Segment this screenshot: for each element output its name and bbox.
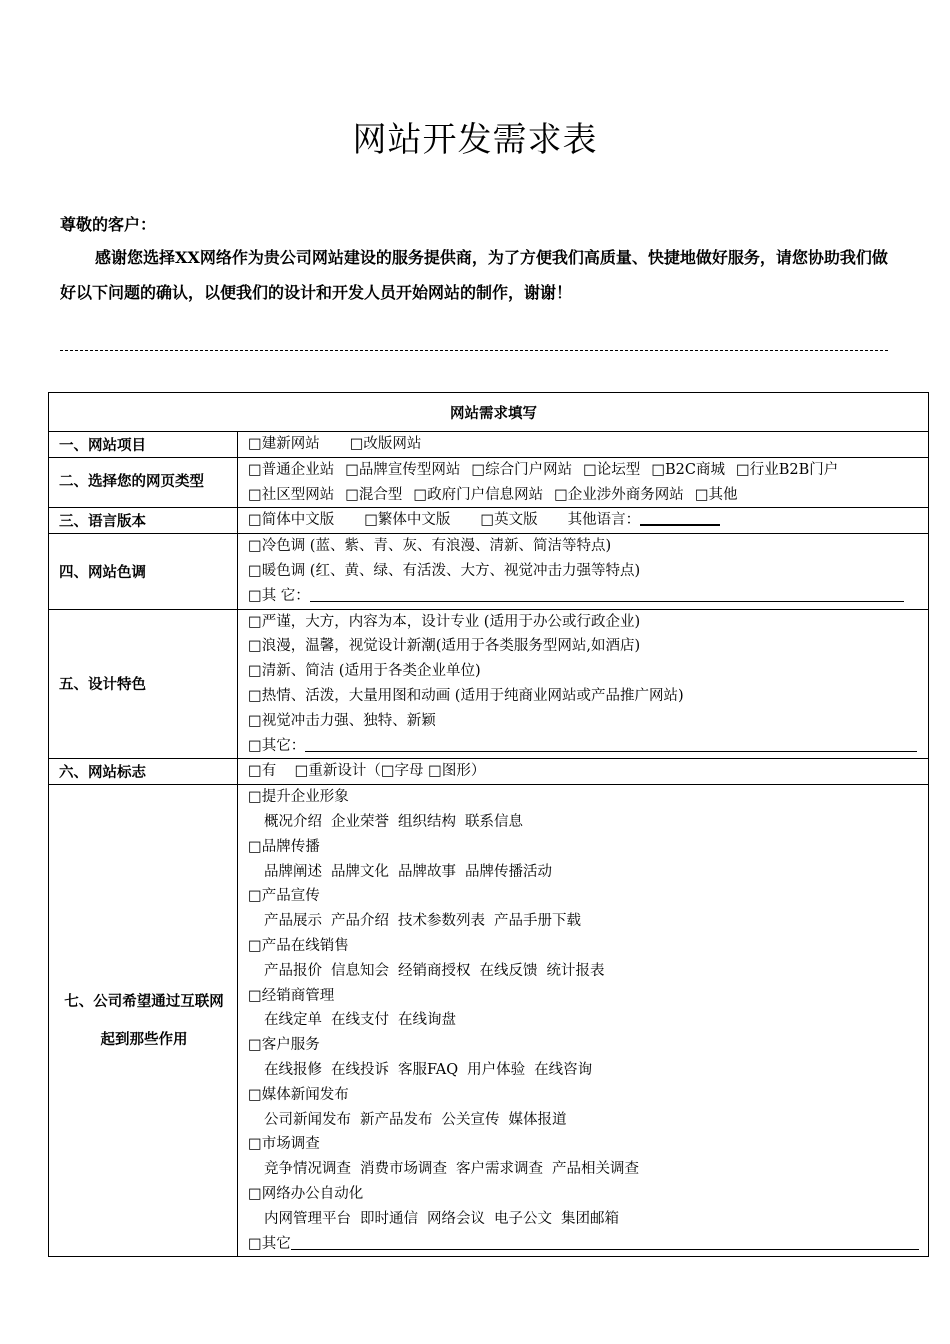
row-language xyxy=(49,508,929,534)
sub-item: 概况介绍 xyxy=(264,813,322,830)
sub-item: 在线支付 xyxy=(331,1012,389,1029)
checkbox-b2c-mall[interactable]: □B2C商城 xyxy=(651,461,725,478)
checkbox-simplified-chinese[interactable]: □简体中文版 xyxy=(248,512,335,529)
row-purpose xyxy=(49,785,929,1257)
row-logo xyxy=(49,759,929,785)
checkbox-product-promotion[interactable]: □产品宣传 xyxy=(248,888,320,905)
options-project xyxy=(238,432,929,458)
sub-item: 消费市场调查 xyxy=(360,1161,447,1178)
checkbox-corporate-site[interactable]: □普通企业站 xyxy=(248,461,335,478)
label-page-type: 二、选择您的网页类型 xyxy=(49,457,238,508)
list-item xyxy=(248,1157,928,1182)
list-item xyxy=(248,959,928,984)
options-design xyxy=(238,609,929,759)
sub-item: 公司新闻发布 xyxy=(264,1111,351,1128)
checkbox-media-news[interactable]: □媒体新闻发布 xyxy=(248,1086,349,1103)
sub-item: 电子公文 xyxy=(494,1210,552,1227)
options-purpose xyxy=(238,785,929,1257)
sub-item: 竞争情况调查 xyxy=(264,1161,351,1178)
options-page-type xyxy=(238,457,929,508)
checkbox-new-site[interactable]: □建新网站 xyxy=(248,436,320,452)
list-item xyxy=(248,1207,928,1232)
label-purpose: 七、公司希望通过互联网起到那些作用 xyxy=(49,785,238,1257)
sub-item: 统计报表 xyxy=(546,962,605,979)
other-language-field[interactable] xyxy=(640,508,720,526)
sub-item: 在线定单 xyxy=(264,1012,322,1029)
checkbox-other-color[interactable]: □其 它： xyxy=(248,587,310,604)
checkbox-foreign-business-site[interactable]: □企业涉外商务网站 xyxy=(554,486,684,503)
list-item xyxy=(248,909,928,934)
greeting: 尊敬的客户： xyxy=(60,215,157,234)
options-logo xyxy=(238,759,929,785)
sub-item: 新产品发布 xyxy=(360,1111,433,1128)
row-project xyxy=(49,432,929,458)
sub-item: 在线咨询 xyxy=(534,1061,593,1078)
checkbox-other-purpose[interactable]: □其它 xyxy=(248,1235,291,1252)
sub-item: 媒体报道 xyxy=(508,1111,567,1128)
sub-item: 产品展示 xyxy=(264,913,322,930)
checkbox-warm-tone[interactable]: □暖色调 (红、黄、绿、有活泼、大方、视觉冲击力强等特点) xyxy=(248,562,641,579)
sub-item: 即时通信 xyxy=(360,1210,418,1227)
other-language-label: 其他语言： xyxy=(567,512,641,529)
checkbox-market-research[interactable]: □市场调查 xyxy=(248,1136,320,1153)
options-language xyxy=(238,508,929,534)
list-item xyxy=(248,1058,928,1083)
checkbox-redesign-site[interactable]: □改版网站 xyxy=(349,436,422,452)
sub-item: 产品报价 xyxy=(264,962,322,979)
logo-options[interactable]: □有 □重新设计（□字母 □图形） xyxy=(248,763,486,780)
row-page-type xyxy=(49,457,929,508)
sub-item: 信息知会 xyxy=(331,962,389,979)
list-item xyxy=(248,1108,928,1133)
checkbox-other-design[interactable]: □其它： xyxy=(248,737,306,754)
sub-item: 品牌传播活动 xyxy=(465,863,552,880)
sub-item: 品牌阐述 xyxy=(264,863,322,880)
checkbox-online-sales[interactable]: □产品在线销售 xyxy=(248,937,349,954)
row-color xyxy=(49,534,929,609)
sub-item: 联系信息 xyxy=(465,813,523,830)
sub-item: 在线投诉 xyxy=(331,1061,389,1078)
page-title: 网站开发需求表 xyxy=(352,120,598,160)
row-design xyxy=(49,609,929,759)
sub-item: 公关宣传 xyxy=(441,1111,500,1128)
checkbox-brand-spread[interactable]: □品牌传播 xyxy=(248,838,320,855)
table-header-row xyxy=(49,393,929,432)
checkbox-design-lively[interactable]: □热情、活泼，大量用图和动画 (适用于纯商业网站或产品推广网站) xyxy=(248,687,684,704)
list-item xyxy=(248,810,928,835)
sub-item: 客服FAQ xyxy=(398,1061,459,1078)
checkbox-cool-tone[interactable]: □冷色调 (蓝、紫、青、灰、有浪漫、清新、简洁等特点) xyxy=(248,538,612,555)
checkbox-other-type[interactable]: □其他 xyxy=(694,486,738,503)
sub-item: 集团邮箱 xyxy=(561,1210,619,1227)
checkbox-hybrid-site[interactable]: □混合型 xyxy=(345,486,403,503)
other-design-field[interactable] xyxy=(305,735,917,752)
sub-item: 企业荣誉 xyxy=(331,813,389,830)
checkbox-brand-site[interactable]: □品牌宣传型网站 xyxy=(345,461,461,478)
sub-item: 在线询盘 xyxy=(398,1012,456,1029)
dashed-divider xyxy=(60,350,888,351)
checkbox-design-romantic[interactable]: □浪漫，温馨，视觉设计新潮(适用于各类服务型网站,如酒店) xyxy=(248,638,641,655)
list-item xyxy=(248,1008,928,1033)
sub-item: 在线反馈 xyxy=(479,962,538,979)
checkbox-community-site[interactable]: □社区型网站 xyxy=(248,486,335,503)
checkbox-forum-site[interactable]: □论坛型 xyxy=(583,461,641,478)
sub-item: 产品相关调查 xyxy=(552,1161,639,1178)
label-design: 五、设计特色 xyxy=(49,609,238,759)
checkbox-design-fresh[interactable]: □清新、简洁 (适用于各类企业单位) xyxy=(248,663,481,680)
checkbox-design-striking[interactable]: □视觉冲击力强、独特、新颖 xyxy=(248,712,436,729)
sub-item: 网络会议 xyxy=(427,1210,485,1227)
checkbox-b2b-portal[interactable]: □行业B2B门户 xyxy=(736,461,839,478)
checkbox-design-rigorous[interactable]: □严谨，大方，内容为本，设计专业 (适用于办公或行政企业) xyxy=(248,613,641,630)
checkbox-office-automation[interactable]: □网络办公自动化 xyxy=(248,1185,364,1202)
sub-item: 在线报修 xyxy=(264,1061,322,1078)
other-color-field[interactable] xyxy=(310,585,904,602)
checkbox-traditional-chinese[interactable]: □繁体中文版 xyxy=(364,512,451,529)
sub-item: 品牌故事 xyxy=(398,863,456,880)
options-color xyxy=(238,534,929,609)
checkbox-government-site[interactable]: □政府门户信息网站 xyxy=(413,486,544,503)
label-project: 一、网站项目 xyxy=(49,432,238,458)
table-header: 网站需求填写 xyxy=(49,393,929,432)
sub-item: 产品手册下载 xyxy=(494,913,581,930)
requirements-table xyxy=(48,392,929,1257)
label-color: 四、网站色调 xyxy=(49,534,238,609)
intro-paragraph: 感谢您选择XX网络作为贵公司网站建设的服务提供商，为了方便我们高质量、快捷地做好服务，请您协助我们做好以下问题的确认，以便我们的设计和开发人员开始网站的制作，谢谢！ xyxy=(60,248,888,302)
sub-item: 技术参数列表 xyxy=(398,913,485,930)
sub-item: 品牌文化 xyxy=(331,863,389,880)
sub-item: 经销商授权 xyxy=(398,962,471,979)
list-item xyxy=(248,860,928,885)
sub-item: 产品介绍 xyxy=(331,913,389,930)
sub-item: 组织结构 xyxy=(398,813,456,830)
label-logo: 六、网站标志 xyxy=(49,759,238,785)
sub-item: 用户体验 xyxy=(467,1061,526,1078)
sub-item: 内网管理平台 xyxy=(264,1210,351,1227)
other-purpose-field[interactable] xyxy=(291,1233,919,1250)
checkbox-enterprise-image[interactable]: □提升企业形象 xyxy=(248,789,349,806)
checkbox-dealer-management[interactable]: □经销商管理 xyxy=(248,987,335,1004)
checkbox-english[interactable]: □英文版 xyxy=(480,512,538,529)
sub-item: 客户需求调查 xyxy=(456,1161,543,1178)
checkbox-customer-service[interactable]: □客户服务 xyxy=(248,1037,320,1054)
checkbox-portal-site[interactable]: □综合门户网站 xyxy=(471,461,573,478)
label-language: 三、语言版本 xyxy=(49,508,238,534)
